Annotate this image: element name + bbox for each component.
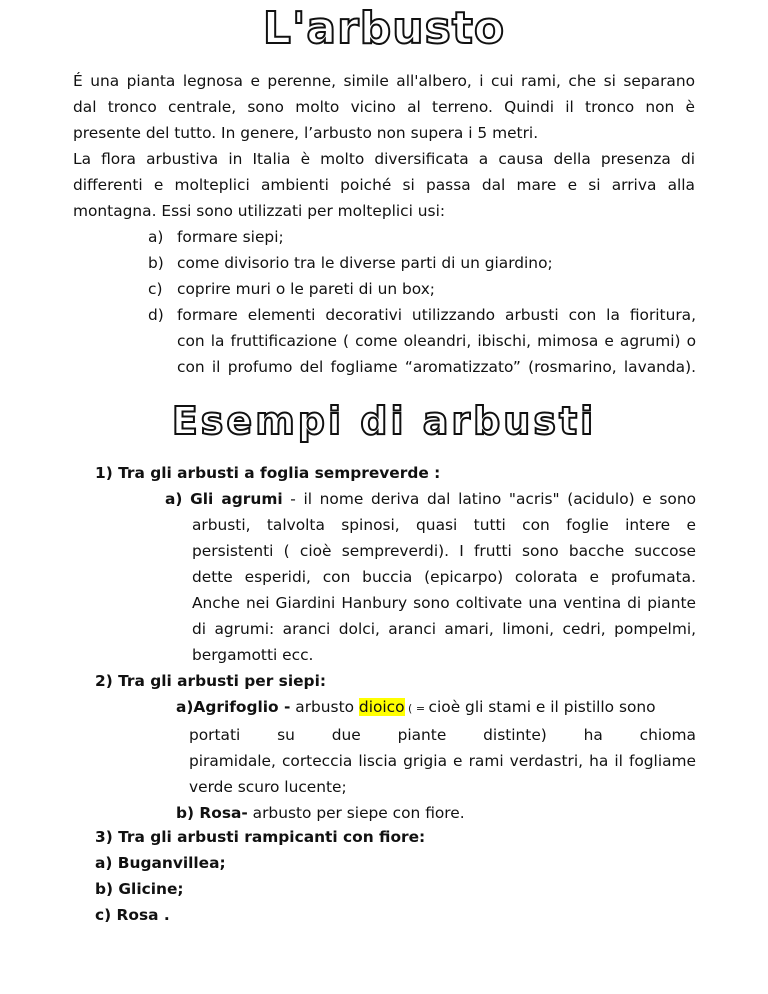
item-text: cioè gli stami e il pistillo sono [428, 698, 656, 716]
text-line: bergamotti ecc. [192, 646, 314, 664]
intro-paragraph-2 [73, 146, 695, 224]
section-title: Esempi di arbusti [171, 399, 597, 443]
list-marker: a) [148, 228, 164, 246]
small-text: ( = [404, 702, 429, 715]
list-marker: d) [148, 306, 164, 324]
item-text: - il nome deriva dal latino "acris" (acidulo) e sono [282, 490, 696, 508]
text-line: piramidale, corteccia liscia grigia e rami verdastri, ha il fogliame [189, 752, 696, 770]
text-line: arbusti, talvolta spinosi, quasi tutti con foglie intere e [192, 516, 696, 534]
list-marker: c) [148, 280, 163, 298]
item-name: a)Agrifoglio - [176, 698, 291, 716]
text-line: formare elementi decorativi utilizzando arbusti con la fioritura, [177, 306, 696, 324]
intro-paragraph-1 [73, 68, 695, 146]
text-line [165, 486, 696, 512]
item-text: arbusto [290, 698, 359, 716]
example-item [176, 694, 696, 826]
text-line: di agrumi: aranci dolci, aranci amari, limoni, cedri, pompelmi, [192, 620, 696, 638]
text-line: persistenti ( cioè sempreverdi). I frutti sono bacche succose [192, 542, 696, 560]
section-heading [95, 460, 440, 486]
page-title: L'arbusto [262, 3, 506, 54]
item-name: Gli agrumi [190, 490, 283, 508]
heading-text: 1) Tra gli arbusti a foglia sempreverde : [95, 464, 441, 482]
text-line [176, 800, 696, 826]
text-line: presente del tutto. In genere, l’arbusto non supera i 5 metri. [73, 124, 539, 142]
text-line: dal tronco centrale, sono molto vicino al terreno. Quindi il tronco non è [73, 98, 695, 116]
text-line: portati su due piante distinte) ha chioma [189, 726, 696, 744]
text-line: verde scuro lucente; [189, 778, 347, 796]
heading-text: 3) Tra gli arbusti rampicanti con fiore: [95, 828, 426, 846]
text-line: La flora arbustiva in Italia è molto diversificata a causa della presenza di [73, 150, 695, 168]
list-item: a) Buganvillea; [95, 854, 226, 872]
text-line: differenti e molteplici ambienti poiché si passa dal mare e si arriva alla [73, 176, 695, 194]
text-line: dette esperidi, con buccia (epicarpo) colorata e profumata. [192, 568, 696, 586]
text-line: montagna. Essi sono utilizzati per molteplici usi: [73, 202, 446, 220]
text-line [176, 694, 696, 722]
text-line: Anche nei Giardini Hanbury sono coltivate una ventina di piante [192, 594, 696, 612]
item-text: arbusto per siepe con fiore. [247, 804, 465, 822]
example-item [165, 486, 696, 668]
text-line: con la fruttificazione ( come oleandri, ibischi, mimosa e agrumi) o [177, 332, 696, 350]
heading-text: 2) Tra gli arbusti per siepi: [95, 672, 326, 690]
text-line: con il profumo del fogliame “aromatizzato” (rosmarino, lavanda). [177, 358, 696, 376]
section-heading [95, 824, 425, 850]
text-line: come divisorio tra le diverse parti di un giardino; [177, 254, 553, 272]
highlighted-word: dioico [358, 698, 405, 716]
list-item: c) Rosa . [95, 906, 170, 924]
list-marker: b) [148, 254, 164, 272]
item-marker: a) [165, 490, 183, 508]
climbing-list [95, 850, 226, 928]
text-line: coprire muri o le pareti di un box; [177, 280, 435, 298]
item-name: b) Rosa- [176, 804, 248, 822]
list-item: b) Glicine; [95, 880, 184, 898]
text-line: É una pianta legnosa e perenne, simile all'albero, i cui rami, che si separano [73, 72, 695, 90]
text-line: formare siepi; [177, 228, 284, 246]
section-heading [95, 668, 326, 694]
